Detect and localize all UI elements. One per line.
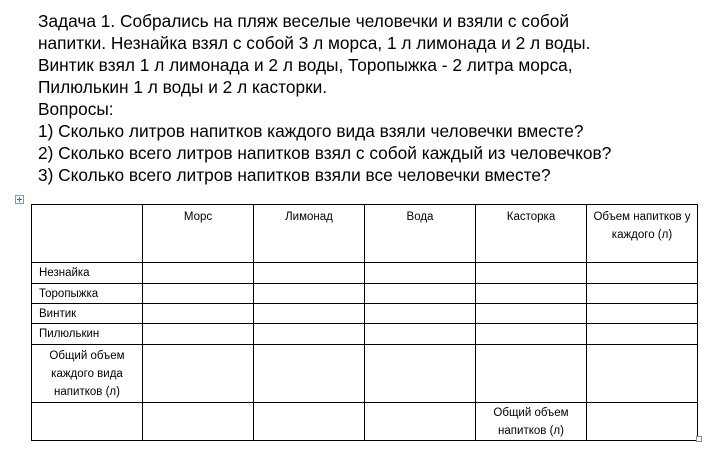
table-cell[interactable] xyxy=(587,263,698,284)
table-cell[interactable] xyxy=(143,284,254,304)
table-cell[interactable] xyxy=(587,345,698,403)
table-cell[interactable] xyxy=(143,324,254,345)
table-cell[interactable] xyxy=(476,345,587,403)
header-volume-each[interactable]: Объем напитков у каждого (л) xyxy=(587,205,698,263)
grand-total-row xyxy=(32,403,698,441)
problem-line: Винтик взял 1 л лимонада и 2 л воды, Торопыжка - 2 литра морса, xyxy=(38,55,573,75)
table-row xyxy=(32,263,698,284)
table-row xyxy=(32,304,698,324)
table-cell[interactable] xyxy=(587,324,698,345)
row-label-pilyulkin[interactable]: Пилюлькин xyxy=(32,324,143,345)
row-label-toropyzhka[interactable]: Торопыжка xyxy=(32,284,143,304)
problem-line: Пилюлькин 1 л воды и 2 л касторки. xyxy=(38,77,328,97)
drinks-table xyxy=(31,204,698,441)
table-cell[interactable] xyxy=(254,304,365,324)
table-row xyxy=(32,284,698,304)
grand-total-value-cell[interactable] xyxy=(587,403,698,441)
table-cell[interactable] xyxy=(32,403,143,441)
header-water[interactable]: Вода xyxy=(365,205,476,263)
table-cell[interactable] xyxy=(476,304,587,324)
table-cell[interactable] xyxy=(365,304,476,324)
table-cell[interactable] xyxy=(365,284,476,304)
table-cell[interactable] xyxy=(365,403,476,441)
question-3: 3) Сколько всего литров напитков взяли все человечки вместе? xyxy=(38,165,551,185)
table-cell[interactable] xyxy=(587,284,698,304)
table-cell[interactable] xyxy=(254,345,365,403)
header-mors[interactable]: Морс xyxy=(143,205,254,263)
row-label-neznayka[interactable]: Незнайка xyxy=(32,263,143,284)
table-cell[interactable] xyxy=(476,324,587,345)
grand-total-label[interactable]: Общий объем напитков (л) xyxy=(476,403,587,441)
table-cell[interactable] xyxy=(143,263,254,284)
question-1: 1) Сколько литров напитков каждого вида взяли человечки вместе? xyxy=(38,121,584,141)
table-cell[interactable] xyxy=(143,403,254,441)
header-corner-cell[interactable] xyxy=(32,205,143,263)
table-cell[interactable] xyxy=(254,324,365,345)
table-cell[interactable] xyxy=(365,324,476,345)
row-label-vintik[interactable]: Винтик xyxy=(32,304,143,324)
table-row xyxy=(32,324,698,345)
problem-line: Задача 1. Собрались на пляж веселые человечки и взяли с собой xyxy=(38,11,569,31)
header-lemonade[interactable]: Лимонад xyxy=(254,205,365,263)
table-cell[interactable] xyxy=(476,263,587,284)
table-move-handle-icon[interactable] xyxy=(15,195,24,204)
table-resize-handle-icon[interactable] xyxy=(696,436,702,442)
question-2: 2) Сколько всего литров напитков взял с собой каждый из человечков? xyxy=(38,143,612,163)
table-cell[interactable] xyxy=(254,403,365,441)
table-cell[interactable] xyxy=(587,304,698,324)
header-row xyxy=(32,205,698,263)
table-cell[interactable] xyxy=(365,263,476,284)
totals-row xyxy=(32,345,698,403)
table-cell[interactable] xyxy=(254,263,365,284)
problem-line: напитки. Незнайка взял с собой 3 л морса, 1 л лимонада и 2 л воды. xyxy=(38,33,591,53)
table-cell[interactable] xyxy=(143,304,254,324)
table-cell[interactable] xyxy=(476,284,587,304)
problem-statement xyxy=(38,10,708,186)
table-cell[interactable] xyxy=(143,345,254,403)
questions-heading: Вопросы: xyxy=(38,99,114,119)
header-castor-oil[interactable]: Касторка xyxy=(476,205,587,263)
table-cell[interactable] xyxy=(254,284,365,304)
table-cell[interactable] xyxy=(365,345,476,403)
row-label-total-per-drink[interactable]: Общий объем каждого вида напитков (л) xyxy=(32,345,143,403)
